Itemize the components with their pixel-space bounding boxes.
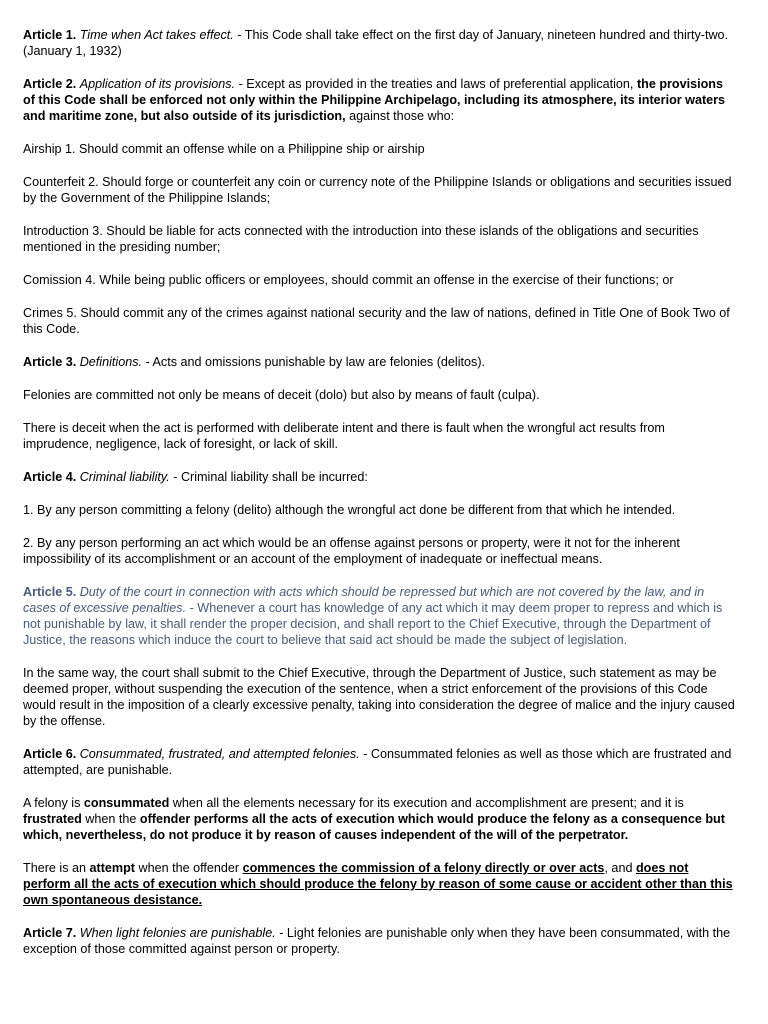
- article-7-label: Article 7.: [23, 926, 77, 940]
- article-2-text: - Except as provided in the treaties and laws of preferential application,: [235, 77, 637, 91]
- article-7-text: - Light felonies are punishable only when they have been consummated, with the exception of those committed against person or property.: [23, 926, 731, 956]
- article-2-item-3: Introduction 3. Should be liable for acts connected with the introduction into these islands of the obligations and securities mentioned in the presiding number;: [23, 224, 699, 254]
- article-3-text: - Acts and omissions punishable by law are felonies (delitos).: [142, 355, 486, 369]
- article-3-title: Definitions.: [79, 355, 143, 369]
- attempt-term: attempt: [89, 861, 135, 875]
- article-2-item-4: Comission 4. While being public officers or employees, should commit an offense in the exercise of their functions; or: [23, 273, 674, 287]
- article-5-text: - Whenever a court has knowledge of any act which it may deem proper to repress and which is not punishable by law, it shall render the proper decision, and shall report to the Chief Executive, through the Department of Justice, the reasons which induce the court to believe that said act should be made the subject of legislation.: [23, 601, 723, 647]
- attempt-definition-b: does not perform all the acts of execution which should produce the felony by reason of some cause or accident other than this own spontaneous desistance.: [23, 861, 733, 907]
- consummated-term: consummated: [83, 796, 170, 810]
- article-2-item-5: Crimes 5. Should commit any of the crimes against national security and the law of nations, defined in Title One of Book Two of this Code.: [23, 306, 730, 336]
- article-4-title: Criminal liability.: [79, 470, 170, 484]
- article-5-label: Article 5.: [23, 585, 77, 599]
- article-6: [23, 746, 735, 778]
- article-6-label: Article 6.: [23, 747, 77, 761]
- article-3-label: Article 3.: [23, 355, 77, 369]
- text-fragment: A felony is: [23, 796, 84, 810]
- article-2-item-2: Counterfeit 2. Should forge or counterfeit any coin or currency note of the Philippine Islands or obligations and securities issued by the Government of the Philippine Islands;: [23, 175, 732, 205]
- text-fragment: There is an: [23, 861, 90, 875]
- frustrated-definition: offender performs all the acts of execution which would produce the felony as a consequence but which, nevertheless, do not produce it by reason of causes independent of the will of the perpetrator.: [23, 812, 725, 842]
- article-3-para-2: There is deceit when the act is performed with deliberate intent and there is fault when the wrongful act results from imprudence, negligence, lack of foresight, or lack of skill.: [23, 421, 665, 451]
- article-2-item-1: Airship 1. Should commit an offense while on a Philippine ship or airship: [23, 142, 425, 156]
- article-2-title: Application of its provisions.: [79, 77, 236, 91]
- article-3-para-1: Felonies are committed not only be means of deceit (dolo) but also by means of fault (culpa).: [23, 388, 540, 402]
- article-2-bold-text: the provisions of this Code shall be enforced not only within the Philippine Archipelago, including its atmosphere, its interior waters and maritime zone, but also outside of its jurisdiction,: [23, 77, 726, 123]
- article-1-text: - This Code shall take effect on the first day of January, nineteen hundred and thirty-two. (January 1, 1932): [23, 28, 729, 58]
- article-5: [23, 584, 735, 648]
- article-6-para-2: [23, 860, 735, 908]
- article-4: [23, 469, 735, 485]
- article-7: [23, 925, 735, 957]
- article-3: [23, 354, 735, 370]
- article-7-title: When light felonies are punishable.: [79, 926, 276, 940]
- article-6-title: Consummated, frustrated, and attempted felonies.: [79, 747, 360, 761]
- document-body: [23, 27, 735, 957]
- attempt-definition-a: commences the commission of a felony directly or over acts: [242, 861, 605, 875]
- article-4-item-2: 2. By any person performing an act which would be an offense against persons or property, were it not for the inherent impossibility of its accomplishment or an account of the employment of inadequate or ineffectual means.: [23, 536, 680, 566]
- article-2-label: Article 2.: [23, 77, 77, 91]
- article-5-para: In the same way, the court shall submit to the Chief Executive, through the Department of Justice, such statement as may be deemed proper, without suspending the execution of the sentence, when a strict enforcement of the provisions of this Code would result in the imposition of a clearly excessive penalty, taking into consideration the degree of malice and the injury caused by the offense.: [23, 666, 735, 728]
- article-2: [23, 76, 735, 124]
- article-1-label: Article 1.: [23, 28, 77, 42]
- article-1: [23, 27, 735, 59]
- article-5-title: Duty of the court in connection with acts which should be repressed but which are not covered by the law, and in cases of excessive penalties.: [23, 585, 705, 615]
- article-4-label: Article 4.: [23, 470, 77, 484]
- text-fragment: when the offender: [134, 861, 243, 875]
- article-2-text-end: against those who:: [345, 109, 455, 123]
- article-6-para-1: [23, 795, 735, 843]
- text-fragment: when the: [81, 812, 140, 826]
- text-fragment: , and: [604, 861, 636, 875]
- article-6-text: - Consummated felonies as well as those which are frustrated and attempted, are punishable.: [23, 747, 732, 777]
- frustrated-term: frustrated: [23, 812, 82, 826]
- text-fragment: when all the elements necessary for its execution and accomplishment are present; and it is: [169, 796, 684, 810]
- article-1-title: Time when Act takes effect.: [79, 28, 234, 42]
- article-4-text: - Criminal liability shall be incurred:: [169, 470, 368, 484]
- article-4-item-1: 1. By any person committing a felony (delito) although the wrongful act done be different from that which he intended.: [23, 503, 676, 517]
